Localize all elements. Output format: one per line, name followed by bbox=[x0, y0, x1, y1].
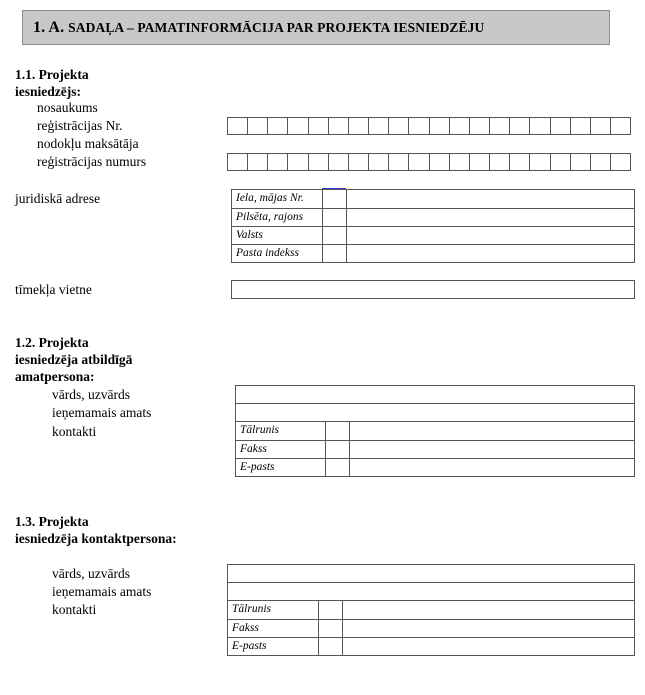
s12-title-line1: 1.2. Projekta bbox=[15, 335, 89, 350]
label-reg-nr: reģistrācijas Nr. bbox=[37, 118, 123, 133]
s12-name-field[interactable] bbox=[235, 385, 635, 404]
contact-row[interactable] bbox=[228, 619, 634, 637]
section-title: SADAĻA – PAMATINFORMĀCIJA PAR PROJEKTA IESNIEDZĒJU bbox=[68, 19, 485, 35]
s13-name-field[interactable] bbox=[227, 564, 635, 583]
address-row-label: Pilsēta, rajons bbox=[232, 209, 323, 226]
address-row-label: Iela, mājas Nr. bbox=[232, 190, 323, 208]
s13-position-field[interactable] bbox=[227, 582, 635, 601]
contact-row[interactable] bbox=[236, 458, 634, 476]
address-row-value[interactable] bbox=[347, 245, 634, 262]
label-address: juridiskā adrese bbox=[15, 191, 101, 206]
contact-row-value[interactable] bbox=[343, 638, 634, 655]
contact-row[interactable] bbox=[236, 440, 634, 458]
address-row-value[interactable] bbox=[347, 227, 634, 244]
s13-label-position: ieņemamais amats bbox=[52, 584, 152, 599]
contact-row-label: Tālrunis bbox=[236, 422, 326, 440]
address-row-value[interactable] bbox=[347, 190, 634, 208]
contact-row-label: Tālrunis bbox=[228, 601, 319, 619]
s13-title-line1: 1.3. Projekta bbox=[15, 514, 89, 529]
s13-title bbox=[15, 513, 177, 547]
contact-row[interactable] bbox=[228, 601, 634, 619]
s12-label-contacts: kontakti bbox=[52, 424, 97, 439]
s11-title-line2: iesniedzējs: bbox=[15, 84, 81, 99]
contact-row-value[interactable] bbox=[350, 422, 634, 440]
s12-position-field[interactable] bbox=[235, 403, 635, 422]
label-nodoklu-2: reģistrācijas numurs bbox=[37, 154, 147, 169]
tax-nr-char-boxes[interactable] bbox=[227, 153, 631, 171]
contact-row[interactable] bbox=[236, 422, 634, 440]
address-row-label: Valsts bbox=[232, 227, 323, 244]
s13-contacts-table bbox=[227, 600, 635, 656]
website-field[interactable] bbox=[231, 280, 635, 299]
address-row-label: Pasta indekss bbox=[232, 245, 323, 262]
label-nodoklu-1: nodokļu maksātāja bbox=[37, 136, 139, 151]
address-row[interactable] bbox=[232, 226, 634, 244]
contact-row-label: E-pasts bbox=[228, 638, 319, 655]
s13-label-name: vārds, uzvārds bbox=[52, 566, 130, 581]
contact-row[interactable] bbox=[228, 637, 634, 655]
contact-row-value[interactable] bbox=[350, 459, 634, 476]
s13-label-contacts: kontakti bbox=[52, 602, 97, 617]
contact-row-label: E-pasts bbox=[236, 459, 326, 476]
address-table bbox=[231, 189, 635, 263]
contact-row-value[interactable] bbox=[343, 601, 634, 619]
s11-title-line1: 1.1. Projekta bbox=[15, 67, 89, 82]
contact-row-value[interactable] bbox=[343, 620, 634, 637]
s11-title bbox=[15, 66, 89, 100]
s12-title bbox=[15, 334, 132, 385]
address-row[interactable] bbox=[232, 208, 634, 226]
reg-nr-char-boxes[interactable] bbox=[227, 117, 631, 135]
section-number: 1. A. bbox=[33, 18, 65, 36]
section-header bbox=[22, 10, 610, 45]
s12-title-line2: iesniedzēja atbildīgā bbox=[15, 352, 133, 367]
contact-row-label: Fakss bbox=[228, 620, 319, 637]
address-row[interactable] bbox=[232, 244, 634, 262]
s12-title-line3: amatpersona: bbox=[15, 369, 95, 384]
s12-label-position: ieņemamais amats bbox=[52, 405, 152, 420]
label-nosaukums: nosaukums bbox=[37, 100, 98, 115]
address-row[interactable] bbox=[232, 190, 634, 208]
s12-label-name: vārds, uzvārds bbox=[52, 387, 130, 402]
s12-contacts-table bbox=[235, 421, 635, 477]
contact-row-label: Fakss bbox=[236, 441, 326, 458]
address-row-value[interactable] bbox=[347, 209, 634, 226]
contact-row-value[interactable] bbox=[350, 441, 634, 458]
label-website: tīmekļa vietne bbox=[15, 282, 92, 297]
s13-title-line2: iesniedzēja kontaktpersona: bbox=[15, 531, 177, 546]
